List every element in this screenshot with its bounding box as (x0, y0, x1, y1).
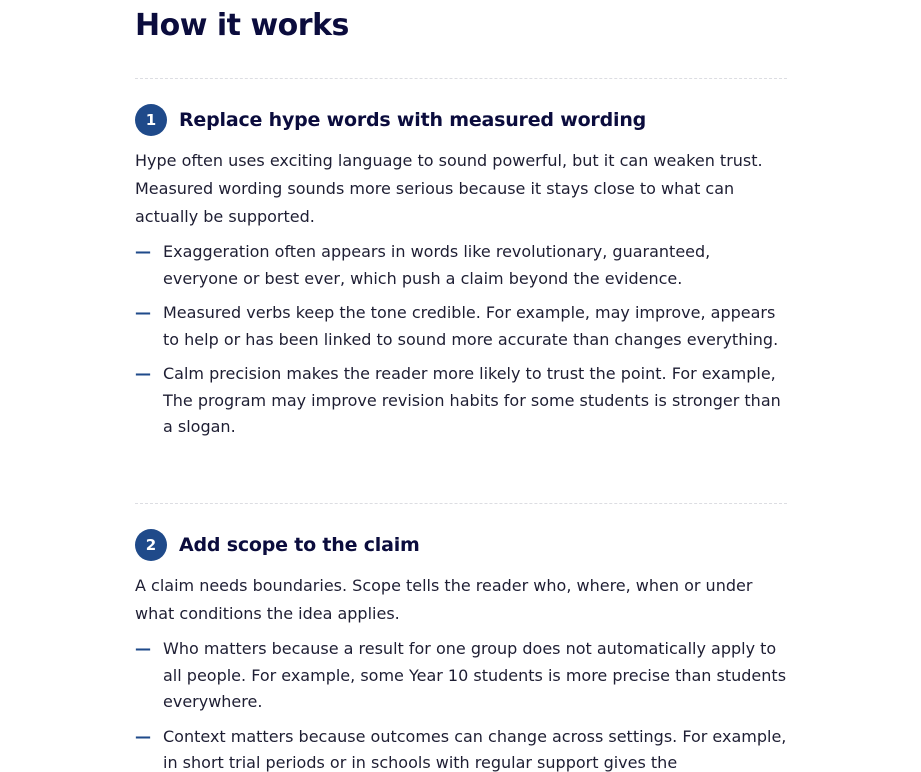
list-item (135, 724, 787, 772)
list-item-text: Calm precision makes the reader more likely to trust the point. For example, The program may improve revision habits for some students is stronger than a slogan. (163, 364, 781, 436)
bullet-dash: — (135, 639, 151, 658)
step-2-section (135, 529, 787, 772)
section-divider (135, 78, 787, 79)
bullet-dash: — (135, 726, 151, 746)
list-item (135, 300, 787, 353)
step-1-number-badge: 1 (135, 104, 167, 136)
list-item (135, 636, 787, 716)
step-2-header (135, 529, 787, 561)
bullet-dash: — (135, 364, 151, 383)
bullet-dash: — (135, 242, 151, 261)
list-item (135, 239, 787, 292)
step-1-header (135, 104, 787, 136)
list-item-text: Context matters because outcomes can change across settings. For example, in short trial periods or in schools with regular support gives the (163, 726, 787, 772)
list-item-text: Exaggeration often appears in words like revolutionary, guaranteed, everyone or best ever, which push a claim beyond the evidence. (163, 242, 711, 288)
list-item-text: Who matters because a result for one group does not automatically apply to all people. For example, some Year 10 students is more precise than students everywhere. (163, 639, 787, 711)
section-divider (135, 503, 787, 504)
page-title: How it works (135, 8, 349, 43)
step-2-number-badge: 2 (135, 529, 167, 561)
bullet-dash: — (135, 303, 151, 322)
list-item (135, 361, 787, 441)
list-item-text: Measured verbs keep the tone credible. For example, may improve, appears to help or has been linked to sound more accurate than changes everything. (163, 303, 779, 349)
step-1-section (135, 104, 787, 441)
step-2-intro: A claim needs boundaries. Scope tells the reader who, where, when or under what conditions the idea applies. (135, 576, 753, 623)
step-1-title: Replace hype words with measured wording (179, 109, 647, 131)
step-1-intro: Hype often uses exciting language to sound powerful, but it can weaken trust. Measured wording sounds more serious because it stays close to what can actually be supported. (135, 151, 763, 226)
step-2-bullet-list (135, 636, 787, 772)
step-2-title: Add scope to the claim (179, 534, 420, 556)
step-1-bullet-list (135, 239, 787, 441)
